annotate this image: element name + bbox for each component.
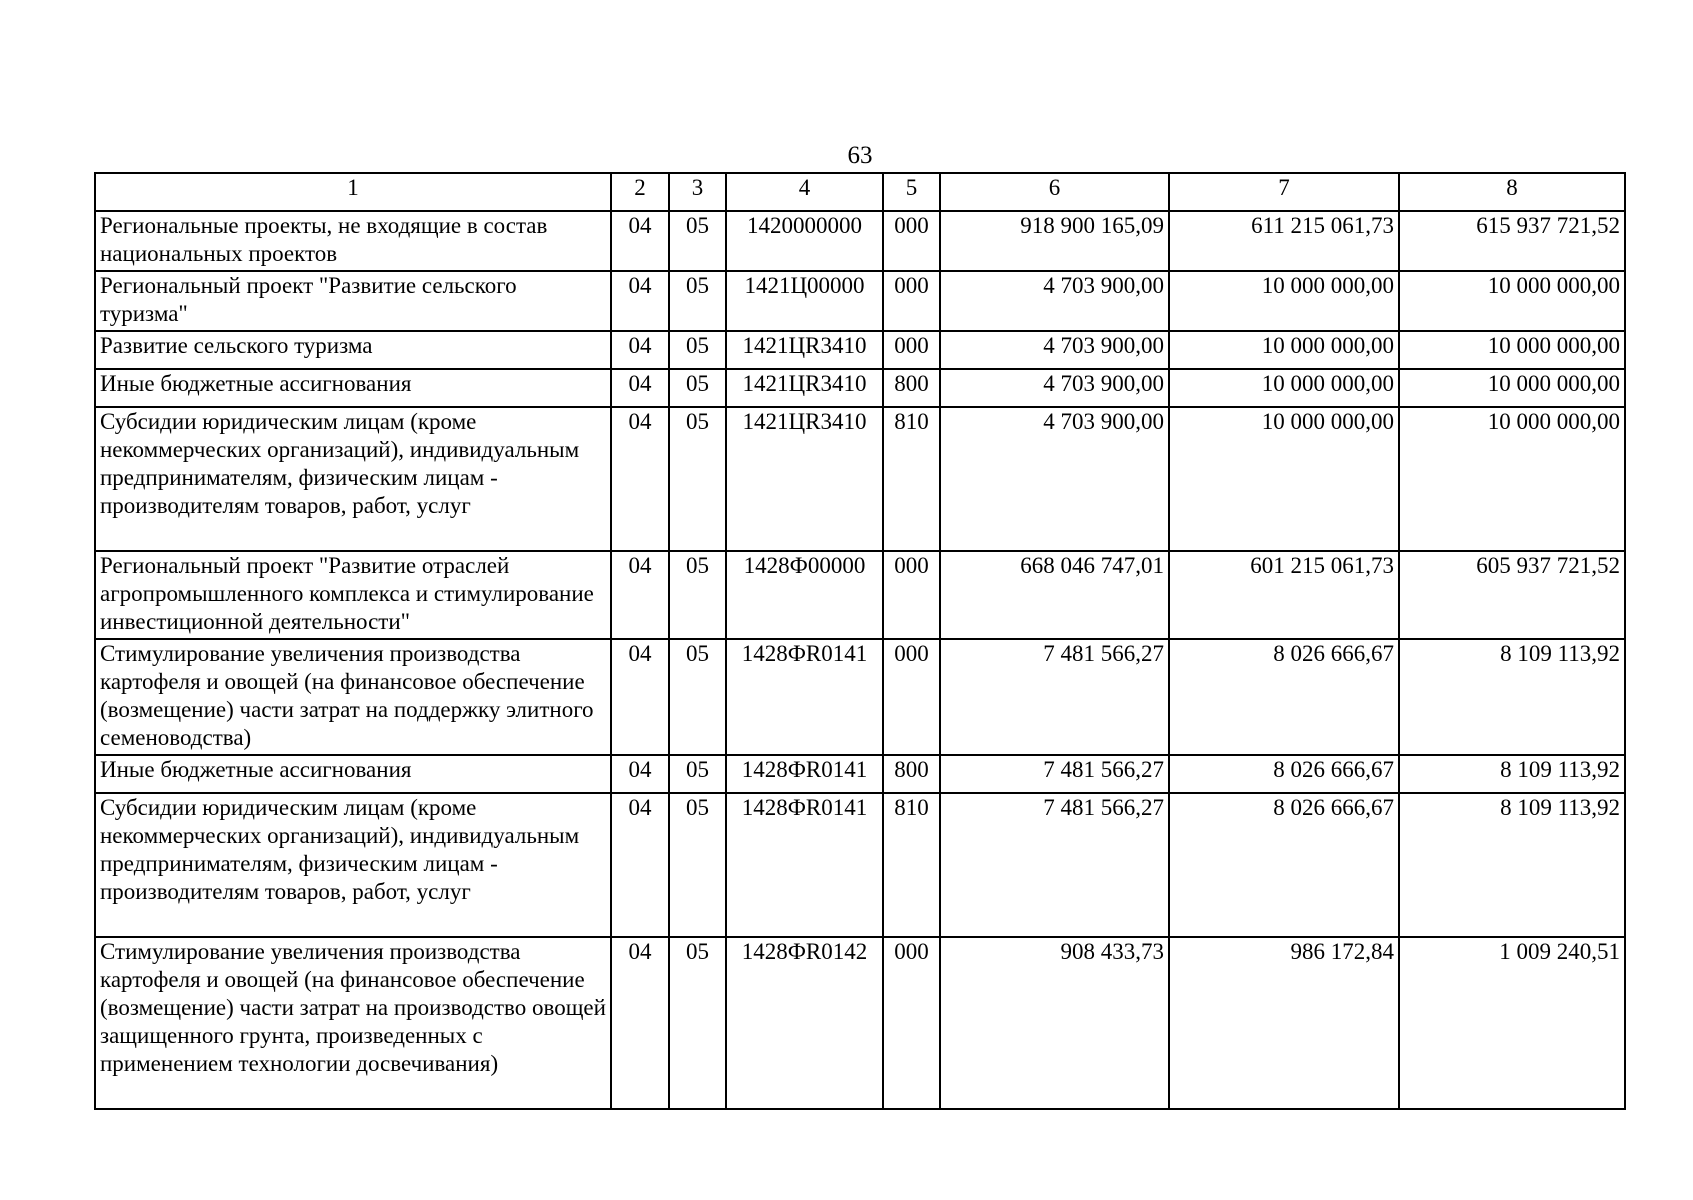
row-amount-col7: 8 026 666,67 <box>1169 755 1399 793</box>
row-name: Стимулирование увеличения производства картофеля и овощей (на финансовое обеспечение (возмещение) части затрат на производство овощей защищенного грунта, произведенных с применением технологии досвечивания) <box>95 937 611 1109</box>
row-amount-col8: 8 109 113,92 <box>1399 793 1625 937</box>
row-amount-col6: 918 900 165,09 <box>940 211 1169 271</box>
row-expense-type: 000 <box>883 211 940 271</box>
row-amount-col7: 10 000 000,00 <box>1169 271 1399 331</box>
row-expense-type: 810 <box>883 793 940 937</box>
row-section: 04 <box>611 937 669 1109</box>
column-header-8: 8 <box>1399 173 1625 211</box>
row-target-code: 1428ФR0141 <box>726 793 883 937</box>
row-target-code: 1428ФR0141 <box>726 755 883 793</box>
table-row <box>95 551 1625 639</box>
table-row <box>95 407 1625 551</box>
row-expense-type: 000 <box>883 551 940 639</box>
column-header-2: 2 <box>611 173 669 211</box>
row-target-code: 1421ЦR3410 <box>726 369 883 407</box>
row-amount-col6: 668 046 747,01 <box>940 551 1169 639</box>
row-target-code: 1428Ф00000 <box>726 551 883 639</box>
row-amount-col8: 10 000 000,00 <box>1399 407 1625 551</box>
row-target-code: 1421Ц00000 <box>726 271 883 331</box>
row-amount-col6: 4 703 900,00 <box>940 271 1169 331</box>
row-amount-col6: 4 703 900,00 <box>940 331 1169 369</box>
page-number: 63 <box>847 142 873 169</box>
row-expense-type: 000 <box>883 937 940 1109</box>
row-name: Стимулирование увеличения производства картофеля и овощей (на финансовое обеспечение (возмещение) части затрат на поддержку элитного семеноводства) <box>95 639 611 755</box>
row-amount-col6: 4 703 900,00 <box>940 407 1169 551</box>
column-header-4: 4 <box>726 173 883 211</box>
row-target-code: 1421ЦR3410 <box>726 407 883 551</box>
table-row <box>95 369 1625 407</box>
column-header-3: 3 <box>669 173 726 211</box>
row-section: 04 <box>611 211 669 271</box>
row-target-code: 1421ЦR3410 <box>726 331 883 369</box>
row-subsection: 05 <box>669 369 726 407</box>
row-target-code: 1428ФR0141 <box>726 639 883 755</box>
row-expense-type: 000 <box>883 639 940 755</box>
table-row <box>95 331 1625 369</box>
row-amount-col6: 7 481 566,27 <box>940 793 1169 937</box>
row-amount-col8: 605 937 721,52 <box>1399 551 1625 639</box>
row-amount-col8: 10 000 000,00 <box>1399 369 1625 407</box>
row-subsection: 05 <box>669 271 726 331</box>
row-section: 04 <box>611 271 669 331</box>
row-section: 04 <box>611 793 669 937</box>
row-amount-col6: 4 703 900,00 <box>940 369 1169 407</box>
row-section: 04 <box>611 755 669 793</box>
row-name: Иные бюджетные ассигнования <box>95 369 611 407</box>
row-name: Развитие сельского туризма <box>95 331 611 369</box>
table-row <box>95 937 1625 1109</box>
row-section: 04 <box>611 369 669 407</box>
column-number-row <box>95 173 1625 211</box>
row-section: 04 <box>611 331 669 369</box>
row-subsection: 05 <box>669 793 726 937</box>
row-subsection: 05 <box>669 211 726 271</box>
row-amount-col7: 611 215 061,73 <box>1169 211 1399 271</box>
table-row <box>95 271 1625 331</box>
row-name: Региональные проекты, не входящие в состав национальных проектов <box>95 211 611 271</box>
row-section: 04 <box>611 639 669 755</box>
row-name: Субсидии юридическим лицам (кроме некоммерческих организаций), индивидуальным предпринимателям, физическим лицам - производителям товаров, работ, услуг <box>95 407 611 551</box>
column-header-5: 5 <box>883 173 940 211</box>
row-amount-col8: 8 109 113,92 <box>1399 755 1625 793</box>
row-amount-col7: 986 172,84 <box>1169 937 1399 1109</box>
row-expense-type: 000 <box>883 331 940 369</box>
row-name: Субсидии юридическим лицам (кроме некоммерческих организаций), индивидуальным предпринимателям, физическим лицам - производителям товаров, работ, услуг <box>95 793 611 937</box>
row-target-code: 1420000000 <box>726 211 883 271</box>
table-row <box>95 211 1625 271</box>
row-subsection: 05 <box>669 639 726 755</box>
row-amount-col7: 10 000 000,00 <box>1169 331 1399 369</box>
budget-table <box>94 172 1626 1110</box>
row-name: Региональный проект "Развитие сельского туризма" <box>95 271 611 331</box>
row-subsection: 05 <box>669 551 726 639</box>
row-expense-type: 800 <box>883 369 940 407</box>
row-amount-col6: 7 481 566,27 <box>940 639 1169 755</box>
row-amount-col7: 10 000 000,00 <box>1169 369 1399 407</box>
row-amount-col7: 8 026 666,67 <box>1169 793 1399 937</box>
row-subsection: 05 <box>669 407 726 551</box>
row-section: 04 <box>611 407 669 551</box>
table-row <box>95 639 1625 755</box>
row-amount-col8: 615 937 721,52 <box>1399 211 1625 271</box>
row-expense-type: 810 <box>883 407 940 551</box>
table-row <box>95 793 1625 937</box>
row-amount-col8: 10 000 000,00 <box>1399 331 1625 369</box>
row-expense-type: 000 <box>883 271 940 331</box>
column-header-1: 1 <box>95 173 611 211</box>
row-name: Иные бюджетные ассигнования <box>95 755 611 793</box>
row-target-code: 1428ФR0142 <box>726 937 883 1109</box>
column-header-7: 7 <box>1169 173 1399 211</box>
row-subsection: 05 <box>669 937 726 1109</box>
row-amount-col6: 908 433,73 <box>940 937 1169 1109</box>
column-header-6: 6 <box>940 173 1169 211</box>
row-amount-col6: 7 481 566,27 <box>940 755 1169 793</box>
row-amount-col7: 8 026 666,67 <box>1169 639 1399 755</box>
row-amount-col8: 10 000 000,00 <box>1399 271 1625 331</box>
row-name: Региональный проект "Развитие отраслей агропромышленного комплекса и стимулирование инвестиционной деятельности" <box>95 551 611 639</box>
row-subsection: 05 <box>669 331 726 369</box>
row-expense-type: 800 <box>883 755 940 793</box>
row-amount-col7: 10 000 000,00 <box>1169 407 1399 551</box>
row-subsection: 05 <box>669 755 726 793</box>
row-amount-col8: 1 009 240,51 <box>1399 937 1625 1109</box>
row-amount-col7: 601 215 061,73 <box>1169 551 1399 639</box>
row-amount-col8: 8 109 113,92 <box>1399 639 1625 755</box>
table-row <box>95 755 1625 793</box>
row-section: 04 <box>611 551 669 639</box>
